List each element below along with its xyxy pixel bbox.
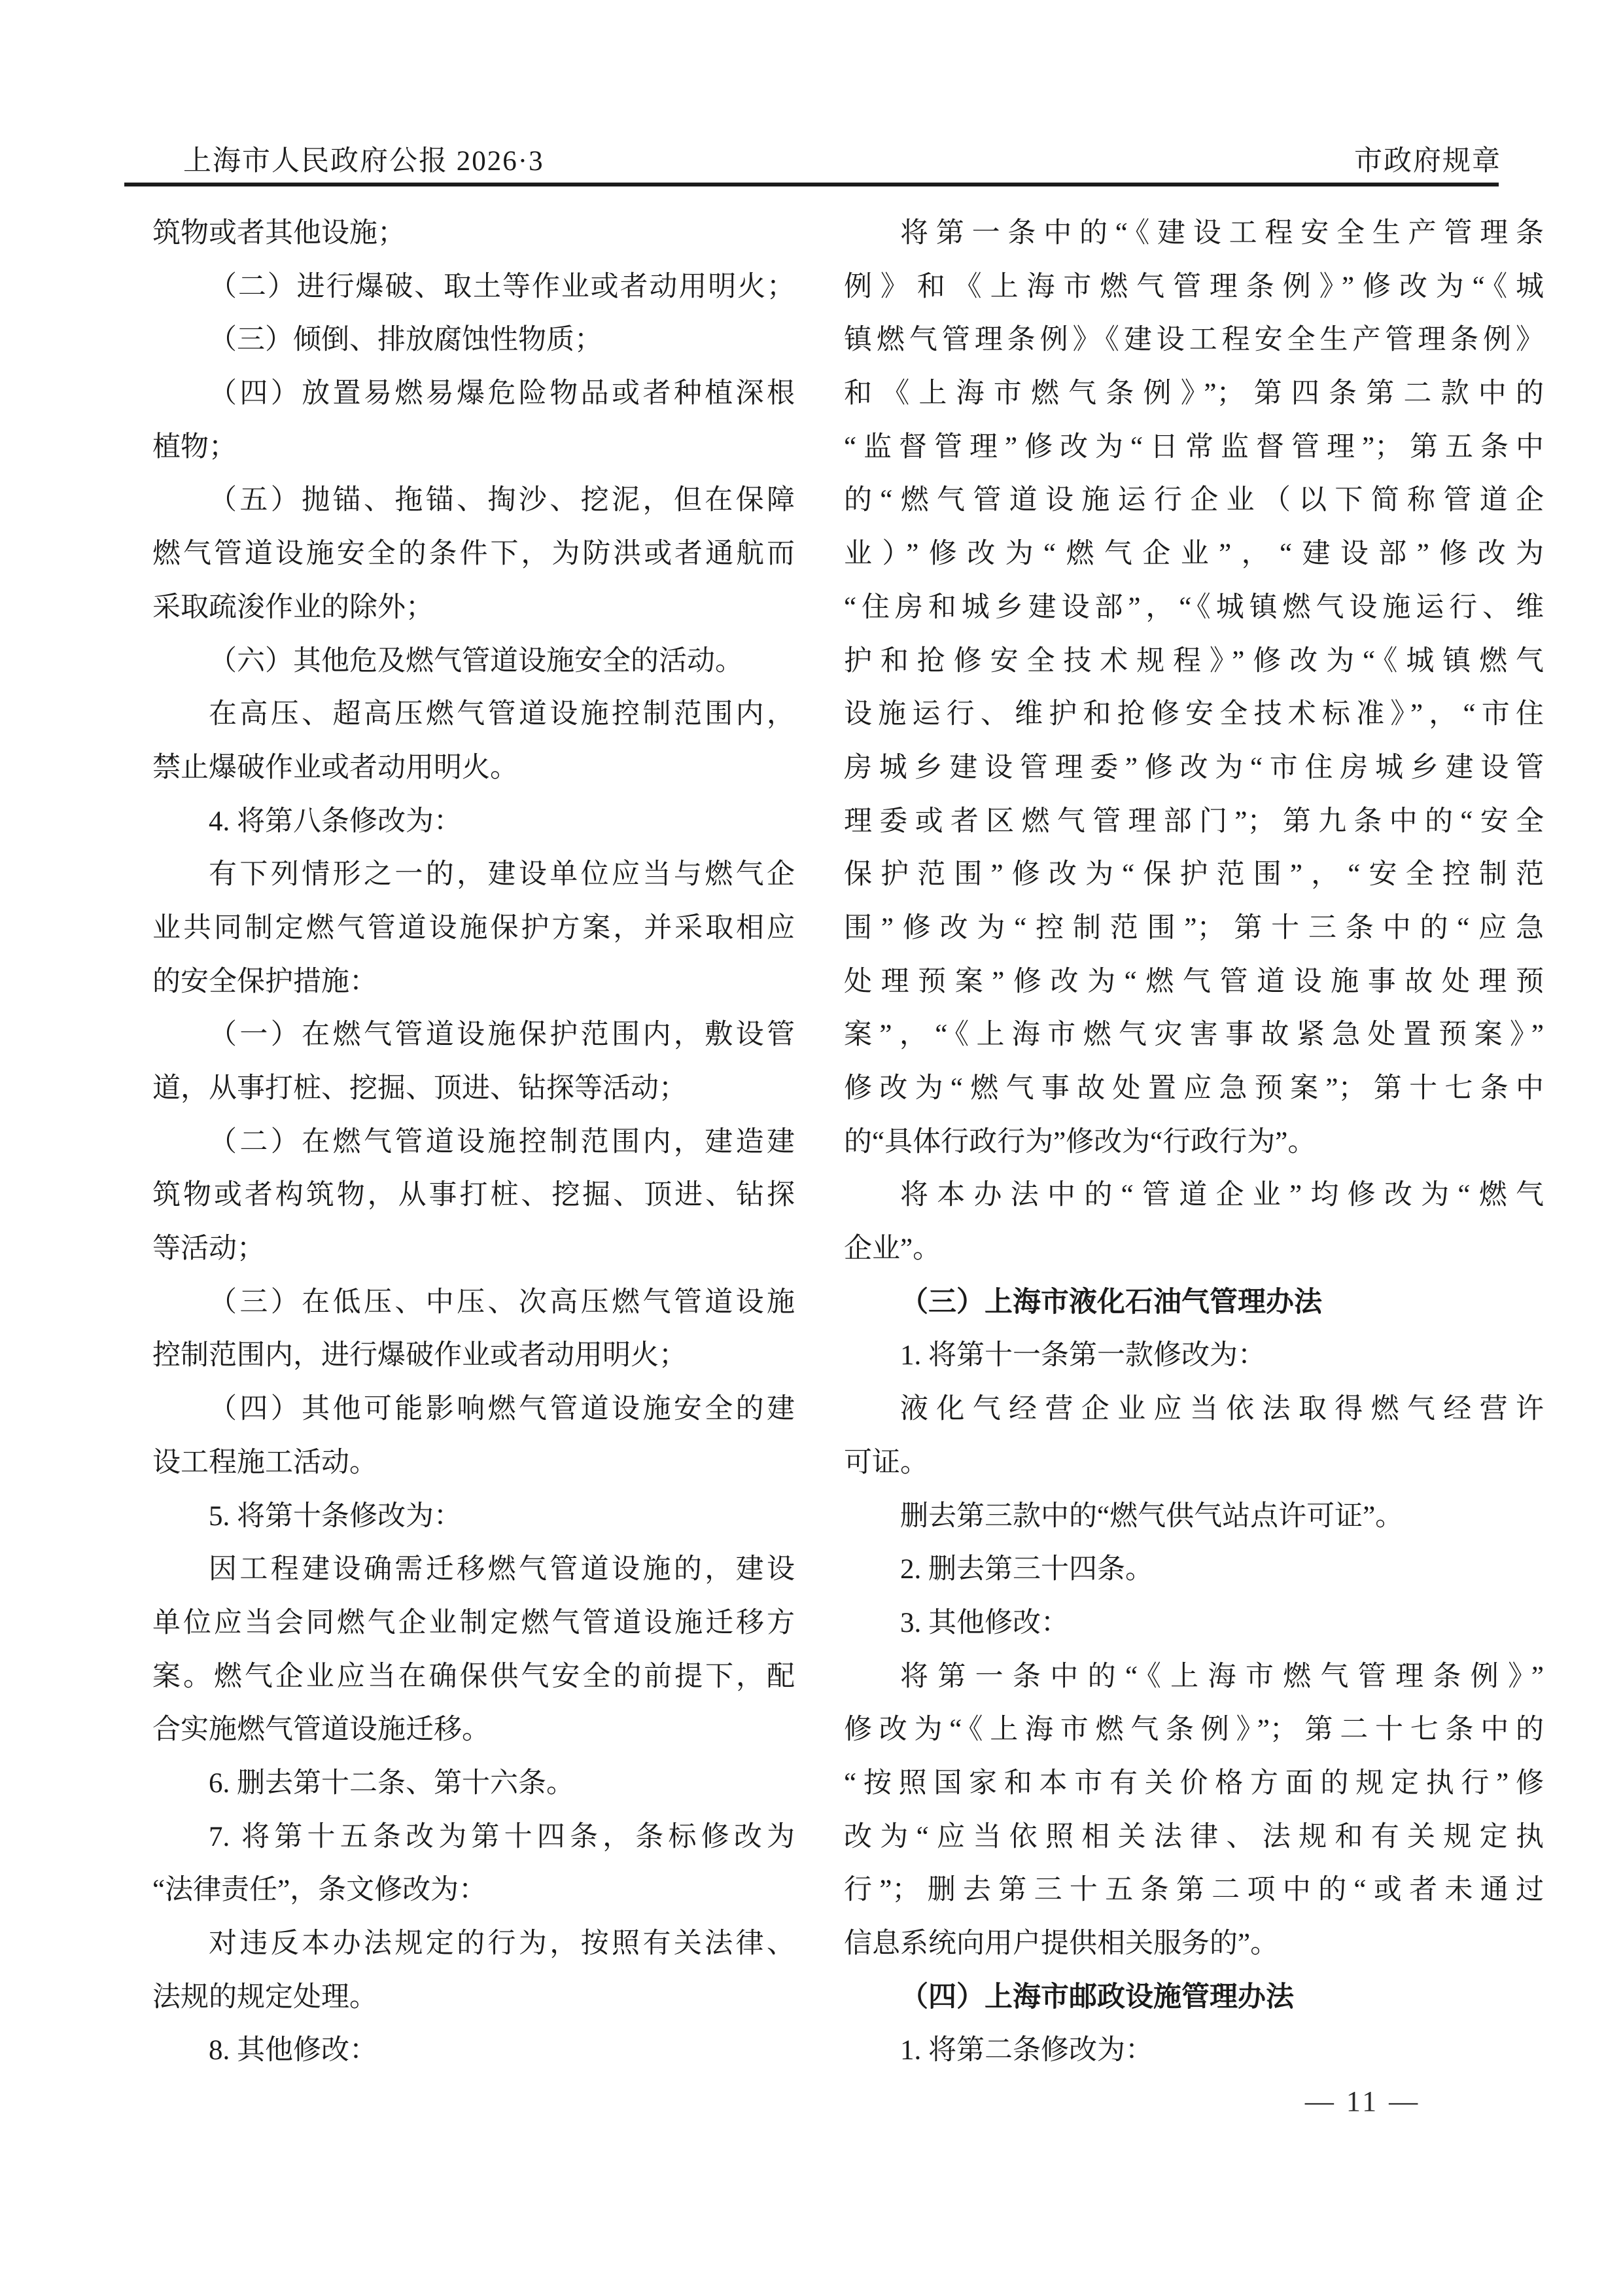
page-header [183,139,1501,179]
text-line: 的“燃气管道设施运行企业（以下简称管道企 [844,485,1544,516]
text-line: 将第一条中的“《上海市燃气管理条例》” [900,1661,1544,1692]
text-line: 围”修改为“控制范围”；第十三条中的“应急 [844,912,1544,944]
text-line: 案。燃气企业应当在确保供气安全的前提下，配 [152,1661,795,1692]
text-line: 2. 删去第三十四条。 [900,1554,1153,1585]
text-line: 筑物或者构筑物，从事打桩、挖掘、顶进、钻探 [152,1180,795,1211]
text-line: （三）在低压、中压、次高压燃气管道设施 [209,1286,795,1318]
text-line: 采取疏浚作业的除外； [152,592,434,623]
text-line: （一）在燃气管道设施保护范围内，敷设管 [209,1019,795,1051]
text-line: 改为“应当依照相关法律、法规和有关规定执 [844,1821,1544,1852]
text-line: 有下列情形之一的，建设单位应当与燃气企 [209,859,795,891]
text-line: （二）在燃气管道设施控制范围内，建造建 [209,1126,795,1157]
text-line: 房城乡建设管理委”修改为“市住房城乡建设管 [844,752,1544,783]
text-line: “住房和城乡建设部”，“《城镇燃气设施运行、维 [844,592,1544,623]
text-line: 单位应当会同燃气企业制定燃气管道设施迁移方 [152,1607,795,1638]
text-line: （四）上海市邮政设施管理办法 [900,1981,1294,2013]
text-line: 行”；删去第三十五条第二项中的“或者未通过 [844,1875,1544,1906]
text-line: 案”，“《上海市燃气灾害事故紧急处置预案》” [844,1019,1544,1051]
text-line: 6. 删去第十二条、第十六条。 [209,1767,574,1799]
text-line: 1. 将第十一条第一款修改为： [900,1340,1266,1371]
text-line: 业共同制定燃气管道设施保护方案，并采取相应 [152,912,795,944]
text-line: 对违反本办法规定的行为，按照有关法律、 [209,1928,795,1959]
text-line: “监督管理”修改为“日常监督管理”；第五条中 [844,431,1544,463]
text-line: 处理预案”修改为“燃气管道设施事故处理预 [844,966,1544,997]
text-line: 燃气管道设施安全的条件下，为防洪或者通航而 [152,539,795,570]
text-line: 控制范围内，进行爆破作业或者动用明火； [152,1340,687,1371]
text-line: 的“具体行政行为”修改为“行政行为”。 [844,1126,1316,1157]
text-line: （六）其他危及燃气管道设施安全的活动。 [209,645,743,677]
text-line: 修改为“燃气事故处置应急预案”；第十七条中 [844,1073,1544,1104]
text-line: （三）上海市液化石油气管理办法 [900,1286,1322,1318]
text-line: （四）放置易燃易爆危险物品或者种植深根 [209,378,795,410]
text-line: 将第一条中的“《建设工程安全生产管理条 [900,218,1544,249]
text-line: 在高压、超高压燃气管道设施控制范围内， [209,699,795,730]
text-line: （五）抛锚、拖锚、掏沙、挖泥，但在保障 [209,485,795,516]
text-line: （二）进行爆破、取土等作业或者动用明火； [209,271,795,302]
text-line: 7. 将第十五条改为第十四条，条标修改为 [209,1821,795,1852]
text-line: 将本办法中的“管道企业”均修改为“燃气 [900,1180,1544,1211]
text-line: 镇燃气管理条例》《建设工程安全生产管理条例》 [844,325,1544,356]
text-line: 液化气经营企业应当依法取得燃气经营许 [900,1394,1544,1425]
text-line: 护和抢修安全技术规程》”修改为“《城镇燃气 [844,645,1544,677]
text-line: 设施运行、维护和抢修安全技术标准》”，“市住 [844,699,1544,730]
text-line: 企业”。 [844,1233,941,1265]
header-section-title: 市政府规章 [1354,146,1501,177]
page-number: — 11 — [1304,2085,1421,2117]
text-line: 的安全保护措施： [152,966,377,997]
text-line: 保护范围”修改为“保护范围”，“安全控制范 [844,859,1544,891]
right-column [844,207,1544,2077]
text-line: 删去第三款中的“燃气供气站点许可证”。 [900,1500,1404,1532]
text-line: 合实施燃气管道设施迁移。 [152,1714,490,1746]
text-line: 可证。 [844,1447,928,1478]
left-column [152,207,795,2077]
text-line: （四）其他可能影响燃气管道设施安全的建 [209,1394,795,1425]
text-line: “按照国家和本市有关价格方面的规定执行”修 [844,1767,1544,1799]
text-line: 3. 其他修改： [900,1607,1069,1638]
text-line: 筑物或者其他设施； [152,218,406,249]
text-line: 信息系统向用户提供相关服务的”。 [844,1928,1279,1959]
text-line: 道，从事打桩、挖掘、顶进、钻探等活动； [152,1073,687,1104]
text-line: 修改为“《上海市燃气条例》”；第二十七条中的 [844,1714,1544,1746]
text-line: 设工程施工活动。 [152,1447,377,1478]
text-line: 和《上海市燃气条例》”；第四条第二款中的 [844,378,1544,410]
text-line: 5. 将第十条修改为： [209,1500,462,1532]
text-line: 等活动； [152,1233,265,1265]
header-rule [124,183,1499,186]
text-line: 理委或者区燃气管理部门”；第九条中的“安全 [844,805,1544,837]
text-line: 业）”修改为“燃气企业”，“建设部”修改为 [844,539,1544,570]
text-line: 植物； [152,431,237,463]
text-line: （三）倾倒、排放腐蚀性物质； [209,325,602,356]
text-line: 法规的规定处理。 [152,1981,377,2013]
text-line: 4. 将第八条修改为： [209,805,462,837]
text-line: “法律责任”，条文修改为： [152,1875,487,1906]
text-line: 因工程建设确需迁移燃气管道设施的，建设 [209,1554,795,1585]
text-line: 禁止爆破作业或者动用明火。 [152,752,518,783]
text-line: 例》和《上海市燃气管理条例》”修改为“《城 [844,271,1544,302]
text-line: 8. 其他修改： [209,2035,377,2066]
document-body [152,207,1544,2077]
header-gazette-title: 上海市人民政府公报 2026·3 [183,146,544,177]
text-line: 1. 将第二条修改为： [900,2035,1153,2066]
